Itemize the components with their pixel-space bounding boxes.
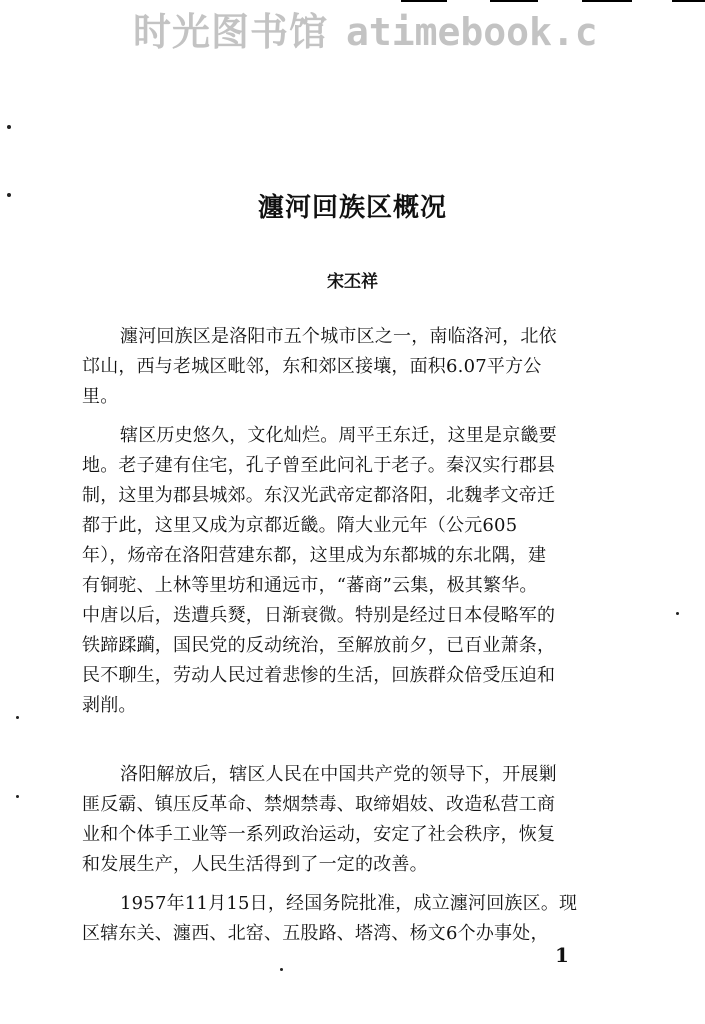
top-rule: [401, 0, 447, 2]
text-line: 和发展生产，人民生活得到了一定的改善。: [82, 854, 428, 875]
paragraph: [82, 889, 630, 949]
paragraph: [82, 322, 630, 412]
text-line: 中唐以后，迭遭兵燹，日渐衰微。特别是经过日本侵略军的: [82, 605, 556, 626]
text-line: 都于此，这里又成为京都近畿。隋大业元年（公元605: [82, 515, 518, 536]
top-rule: [672, 0, 705, 2]
text-line: [82, 721, 630, 751]
paragraph: [82, 421, 630, 751]
text-line: 1957年11月15日，经国务院批准，成立瀍河回族区。现: [120, 893, 578, 914]
watermark-url: atimebook.c: [346, 10, 598, 54]
text-line: 业和个体手工业等一系列政治运动，安定了社会秩序，恢复: [82, 824, 556, 845]
text-line: 年），炀帝在洛阳营建东都，这里成为东都城的东北隅，建: [82, 545, 547, 566]
text-line: 洛阳解放后，辖区人民在中国共产党的领导下，开展剿: [120, 764, 557, 785]
watermark: [133, 8, 705, 56]
scan-speck: [16, 716, 19, 719]
text-line: 地。老子建有住宅，孔子曾至此问礼于老子。秦汉实行郡县: [82, 455, 556, 476]
text-line: 铁蹄蹂躏，国民党的反动统治，至解放前夕，已百业萧条，: [82, 635, 556, 656]
page-number: 1: [555, 943, 569, 967]
scan-speck: [676, 612, 679, 615]
paragraph: [82, 760, 630, 880]
text-line: 邙山，西与老城区毗邻，东和郊区接壤，面积6.07平方公: [82, 356, 542, 377]
text-line: 匪反霸、镇压反革命、禁烟禁毒、取缔娼妓、改造私营工商: [82, 794, 556, 815]
text-line: 制，这里为郡县城郊。东汉光武帝定都洛阳，北魏孝文帝迁: [82, 485, 556, 506]
text-line: 民不聊生，劳动人民过着悲惨的生活，回族群众倍受压迫和: [82, 665, 556, 686]
scan-speck: [16, 795, 19, 798]
top-rule: [582, 0, 632, 2]
text-line: 有铜驼、上林等里坊和通远市，“蕃商”云集，极其繁华。: [82, 575, 538, 596]
top-rule: [490, 0, 538, 2]
text-line: 区辖东关、瀍西、北窑、五股路、塔湾、杨文6个办事处，: [82, 923, 549, 944]
text-line: 剥削。: [82, 695, 137, 716]
scan-speck: [7, 125, 11, 129]
article-title: 瀍河回族区概况: [257, 193, 447, 223]
text-line: 辖区历史悠久，文化灿烂。周平王东迁，这里是京畿要: [120, 425, 557, 446]
text-line: 瀍河回族区是洛阳市五个城市区之一，南临洛河，北依: [120, 326, 557, 347]
article-author: 宋丕祥: [327, 272, 378, 292]
watermark-name: 时光图书馆: [133, 10, 329, 54]
article-body: [82, 322, 630, 949]
text-line: 里。: [82, 386, 119, 407]
scan-speck: [280, 968, 283, 971]
